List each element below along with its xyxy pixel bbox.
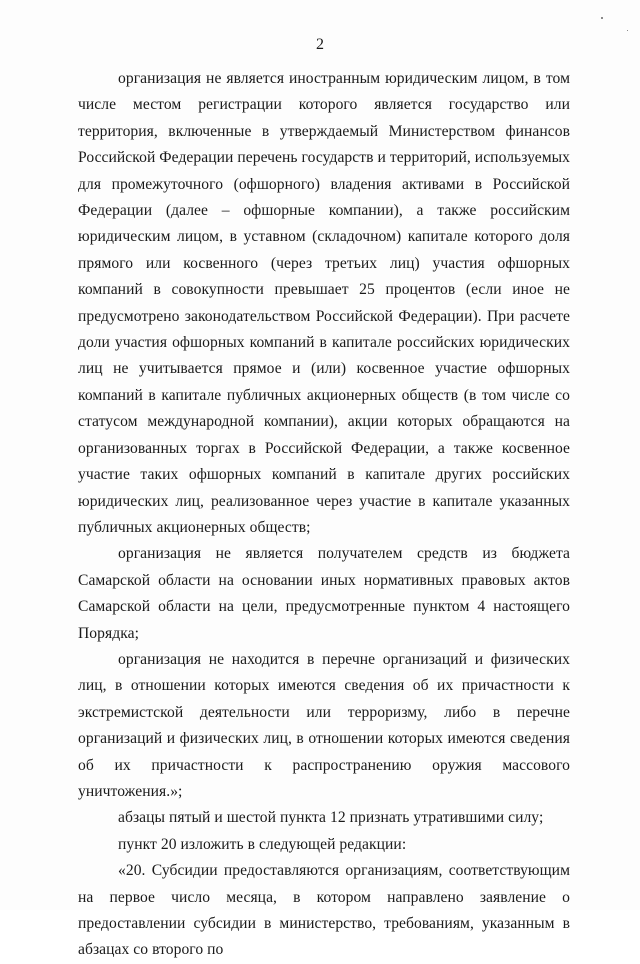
scan-speck <box>627 30 628 31</box>
paragraph-budget-requirement: организация не является получателем средств из бюджета Самарской области на основании иных нормативных правовых актов Самарской области на цели, предусмотренные пунктом 4 настоящего Порядка; <box>78 545 570 642</box>
paragraph-extremism-requirement: организация не находится в перечне организаций и физических лиц, в отношении которых имеются сведения об их причастности к экстремистской деятельности или терроризму, либо в перечне организаций и физических лиц, в отношении которых имеются сведения об их причастности к распространению оружия массового уничтожения.»; <box>78 650 570 800</box>
paragraph-offshore-requirement: организация не является иностранным юридическим лицом, в том числе местом регистрации которого является государство или территория, включенные в утверждаемый Министерством финансов Российской Федерации перечень государств и территорий, используемых для промежуточного (офшорного) владения активами в Российской Федерации (далее – офшорные компании), а также российским юридическим лицом, в уставном (складочном) капитале которого доля прямого или косвенного (через третьих лиц) участия офшорных компаний в совокупности превышает 25 процентов (если иное не предусмотрено законодательством Российской Федерации). При расчете доли участия офшорных компаний в капитале российских юридических лиц не учитывается прямое и (или) косвенное участие офшорных компаний в капитале публичных акционерных обществ (в том числе со статусом международной компании), акции которых обращаются на организованных торгах в Российской Федерации, а также косвенное участие таких офшорных компаний в капитале других российских юридических лиц, реализованное через участие в капитале указанных публичных акционерных обществ; <box>78 70 570 536</box>
paragraph-clause-20-intro: пункт 20 изложить в следующей редакции: <box>118 835 407 853</box>
paragraph-clause-20-text: «20. Субсидии предоставляются организациям, соответствующим на первое число месяца, в котором направлено заявление о предоставлении субсидии в министерство, требованиям, указанным в абзацах со второго по <box>78 862 570 959</box>
scan-speck <box>601 17 603 19</box>
page-number: 2 <box>316 36 324 53</box>
paragraph-clause-12-repeal: абзацы пятый и шестой пункта 12 признать утратившими силу; <box>118 809 544 827</box>
document-body <box>78 66 570 964</box>
